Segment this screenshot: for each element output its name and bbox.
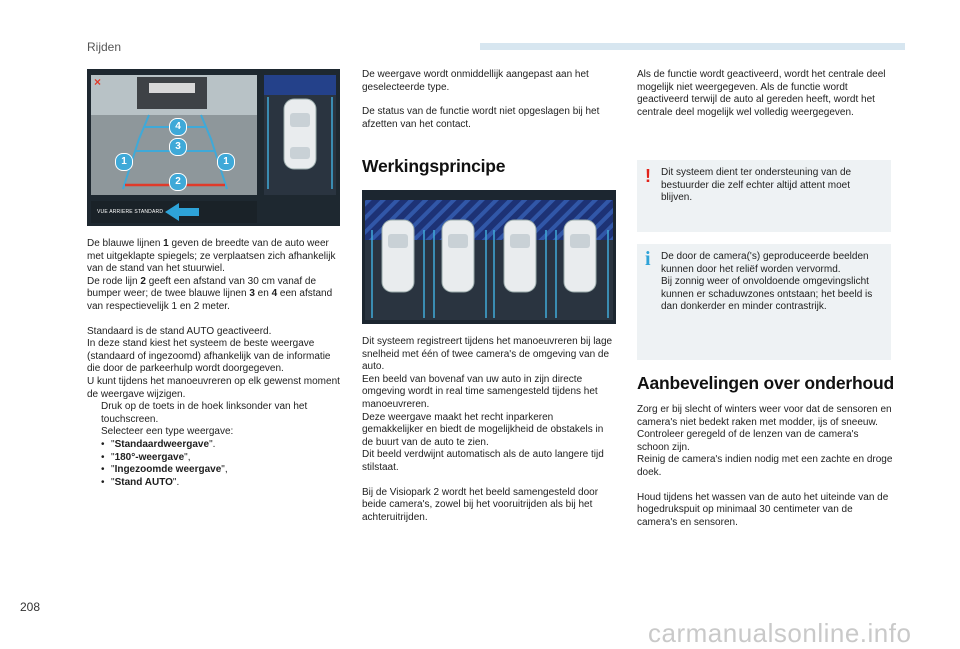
guide-number-3: 3 (169, 138, 187, 156)
top-view-paragraph: Een beeld van bovenaf van uw auto in zijn directe omgeving wordt in real time samengesteld tijdens het manoeuvreren. (362, 373, 598, 410)
bullet-arrow-icon (87, 426, 101, 439)
view-type-item: • "180°-weergave", (101, 451, 191, 463)
image-disappears-paragraph: Dit beeld verdwijnt automatisch als de auto langere tijd stilstaat. (362, 449, 604, 473)
warning-note (637, 160, 891, 232)
view-type-item: • "Stand AUTO". (101, 476, 180, 488)
red-line-paragraph: De rode lijn 2 geeft een afstand van 30 cm vanaf de bumper weer; de twee blauwe lijnen 3 en 4 een afstand van respectievelijk 1 en 2 meter. (87, 275, 333, 312)
lens-check-paragraph: Controleer geregeld of de lenzen van de camera's schoon zijn. (637, 429, 859, 453)
section-header: Rijden (87, 40, 122, 54)
system-records-paragraph: Dit systeem registreert tijdens het manoeuvreren bij lage snelheid met één of twee camera's de omgeving van de auto. (362, 336, 613, 373)
clean-paragraph: Reinig de camera's indien nodig met een zachte en droge doek. (637, 454, 893, 478)
view-type-item: • "Ingezoomde weergave", (101, 464, 228, 476)
col1-text (87, 238, 342, 489)
top-view-figure (362, 190, 616, 324)
col2-intro (362, 69, 617, 131)
col3-maintenance (637, 404, 893, 529)
auto-mode-desc: In deze stand kiest het systeem de beste weergave (standaard of ingezoomd) afhankelijk van de informatie die door de parkeerhulp wordt doorgegeven. (87, 338, 331, 375)
immediate-update-paragraph: De weergave wordt onmiddellijk aangepast aan het geselecteerde type. (362, 69, 589, 93)
svg-text:×: × (94, 75, 102, 89)
top-view-illustration (362, 190, 616, 324)
info-note (637, 244, 891, 360)
guide-number-1-right: 1 (217, 153, 235, 171)
guide-number-2: 2 (169, 173, 187, 191)
warning-icon: ! (645, 166, 651, 186)
guide-number-4: 4 (169, 118, 187, 136)
info-icon: i (645, 248, 651, 270)
bullet-press-button: Druk op de toets in de hoek linksonder van het touchscreen. (87, 401, 342, 426)
col3-intro (637, 69, 893, 119)
bullet-select-view: Selecteer een type weergave: (87, 426, 342, 439)
header-bar (480, 43, 905, 50)
visiopark-paragraph: Bij de Visiopark 2 wordt het beeld samengesteld door beide camera's, zowel bij het vooruitrijden als bij het achteruitrijden. (362, 486, 599, 523)
view-type-list (87, 439, 342, 489)
warning-text: Dit systeem dient ter ondersteuning van de bestuurder die zelf echter altijd attent moet blijven. (661, 167, 852, 204)
section-title-maintenance: Aanbevelingen over onderhoud (637, 373, 894, 393)
section-title-werkingsprincipe: Werkingsprincipe (362, 156, 506, 176)
auto-mode-line: Standaard is de stand AUTO geactiveerd. (87, 325, 272, 337)
rear-camera-illustration (87, 69, 340, 226)
bullet-arrow-icon (87, 401, 101, 426)
change-view-line: U kunt tijdens het manoeuvreren op elk gewenst moment de weergave wijzigen. (87, 375, 340, 400)
info-text-distortion: De door de camera('s) geproduceerde beelden kunnen door het reliëf worden vervormd. (661, 251, 869, 275)
blue-lines-paragraph: De blauwe lijnen 1 geven de breedte van de auto weer met uitgeklapte spiegels; ze verplaatsen zich afhankelijk van de stand van het stuurwiel. (87, 238, 336, 275)
guide-number-1-left: 1 (115, 153, 133, 171)
winter-paragraph: Zorg er bij slecht of winters weer voor dat de sensoren en camera's niet bedekt raken met modder, ijs of sneeuw. (637, 404, 892, 428)
central-part-paragraph: Als de functie wordt geactiveerd, wordt het centrale deel mogelijk niet weergegeven. Als de functie wordt geactiveerd terwijl de auto al gereden heeft, wordt het centrale deel mogelijk wel volledig weergegeven. (637, 69, 886, 118)
watermark: carmanualsonline.info (648, 618, 912, 648)
status-not-saved-paragraph: De status van de functie wordt niet opgeslagen bij het afzetten van het contact. (362, 106, 600, 130)
col2-body (362, 336, 617, 524)
view-mode-label: VUE ARRIERE STANDARD (97, 209, 164, 215)
washing-paragraph: Houd tijdens het wassen van de auto het uiteinde van de hogedrukspuit op minimaal 30 centimeter van de camera's en sensoren. (637, 491, 889, 528)
page-number: 208 (20, 600, 41, 614)
info-text-shadow: Bij zonnig weer of onvoldoende omgevingslicht kunnen er schaduwzones ontstaan; het beeld is dan donkerder en minder contrastrijk. (661, 276, 873, 313)
rear-camera-figure (87, 69, 340, 226)
view-type-item: • "Standaardweergave". (101, 438, 216, 450)
parking-easier-paragraph: Deze weergave maakt het recht inparkeren gemakkelijker en biedt de mogelijkheid de obstakels in de buurt van de auto te zien. (362, 411, 604, 448)
